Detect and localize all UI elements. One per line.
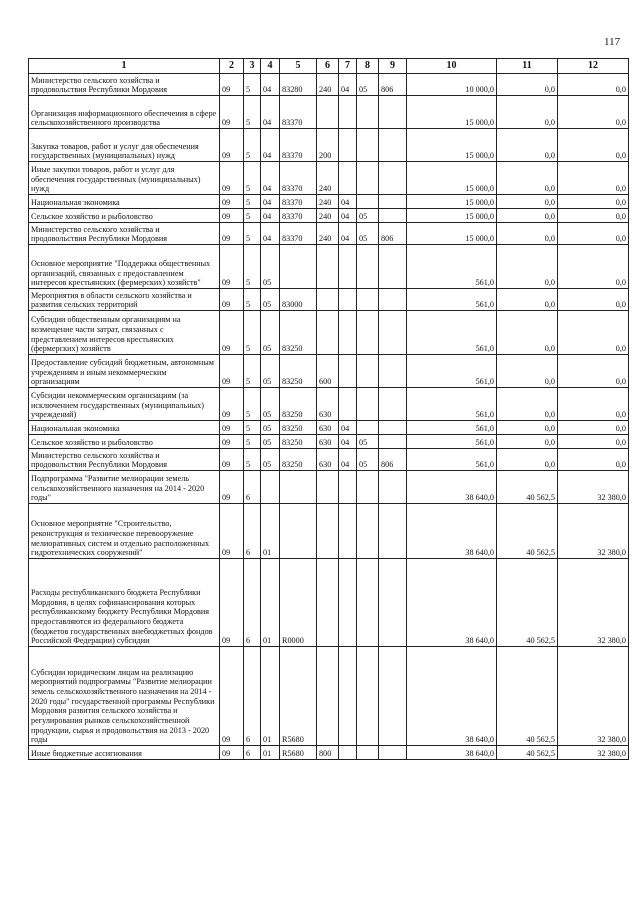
amount-2021: 0,0 xyxy=(558,311,629,355)
code-ministry xyxy=(379,421,407,435)
code-gp: 09 xyxy=(220,504,244,559)
amount-2021: 32 380,0 xyxy=(558,559,629,647)
amount-2019: 15 000,0 xyxy=(407,195,497,209)
code-section xyxy=(339,746,357,760)
code-event: 04 xyxy=(261,129,280,162)
code-gp: 09 xyxy=(220,162,244,195)
code-ministry xyxy=(379,195,407,209)
column-header: 9 xyxy=(379,59,407,74)
amount-2020: 0,0 xyxy=(497,355,558,388)
code-section xyxy=(339,504,357,559)
code-expense-type xyxy=(317,245,339,289)
code-ministry xyxy=(379,355,407,388)
code-expense-type: 240 xyxy=(317,162,339,195)
table-row xyxy=(29,421,629,435)
amount-2019: 561,0 xyxy=(407,245,497,289)
code-subsection xyxy=(357,421,379,435)
amount-2021: 0,0 xyxy=(558,162,629,195)
code-event: 04 xyxy=(261,209,280,223)
table-body xyxy=(29,74,629,760)
code-section xyxy=(339,471,357,504)
page-number: 117 xyxy=(604,36,621,48)
code-ministry xyxy=(379,388,407,421)
code-ministry xyxy=(379,245,407,289)
code-subprogram: 6 xyxy=(244,647,261,746)
table-row xyxy=(29,647,629,746)
code-subprogram: 5 xyxy=(244,245,261,289)
row-name: Основное мероприятие "Строительство, реконструкция и техническое перевооружение мелиоративных систем и отдельно расположенных гидротехнических сооружений" xyxy=(29,504,220,559)
amount-2020: 40 562,5 xyxy=(497,746,558,760)
code-subsection xyxy=(357,559,379,647)
row-name: Министерство сельского хозяйства и продовольствия Республики Мордовия xyxy=(29,74,220,96)
code-section xyxy=(339,245,357,289)
amount-2021: 0,0 xyxy=(558,388,629,421)
code-subprogram: 6 xyxy=(244,471,261,504)
code-ministry: 806 xyxy=(379,223,407,245)
row-name: Закупка товаров, работ и услуг для обеспечения государственных (муниципальных) нужд xyxy=(29,129,220,162)
column-header: 5 xyxy=(280,59,317,74)
code-subprogram: 5 xyxy=(244,74,261,96)
code-expense-type: 630 xyxy=(317,388,339,421)
column-header: 10 xyxy=(407,59,497,74)
amount-2019: 561,0 xyxy=(407,435,497,449)
table-row xyxy=(29,223,629,245)
code-gp: 09 xyxy=(220,289,244,311)
code-subsection: 05 xyxy=(357,209,379,223)
amount-2020: 0,0 xyxy=(497,245,558,289)
code-gp: 09 xyxy=(220,245,244,289)
amount-2021: 0,0 xyxy=(558,209,629,223)
table-row xyxy=(29,388,629,421)
code-gp: 09 xyxy=(220,388,244,421)
code-event xyxy=(261,471,280,504)
code-event: 05 xyxy=(261,245,280,289)
code-gp: 09 xyxy=(220,96,244,129)
code-expense-type: 630 xyxy=(317,435,339,449)
column-header: 3 xyxy=(244,59,261,74)
code-expense-type: 200 xyxy=(317,129,339,162)
code-direction: R0000 xyxy=(280,559,317,647)
code-direction: 83370 xyxy=(280,96,317,129)
code-section xyxy=(339,355,357,388)
code-subsection xyxy=(357,311,379,355)
code-gp: 09 xyxy=(220,647,244,746)
code-expense-type: 800 xyxy=(317,746,339,760)
table-row xyxy=(29,209,629,223)
code-subsection xyxy=(357,388,379,421)
code-ministry: 806 xyxy=(379,74,407,96)
amount-2020: 0,0 xyxy=(497,195,558,209)
code-section xyxy=(339,289,357,311)
table-row xyxy=(29,504,629,559)
table-row xyxy=(29,245,629,289)
amount-2019: 38 640,0 xyxy=(407,559,497,647)
code-ministry xyxy=(379,504,407,559)
code-subsection xyxy=(357,355,379,388)
code-gp: 09 xyxy=(220,746,244,760)
row-name: Сельское хозяйство и рыболовство xyxy=(29,435,220,449)
table-row xyxy=(29,355,629,388)
amount-2019: 10 000,0 xyxy=(407,74,497,96)
code-event: 01 xyxy=(261,504,280,559)
code-subprogram: 5 xyxy=(244,449,261,471)
code-subprogram: 5 xyxy=(244,421,261,435)
code-gp: 09 xyxy=(220,421,244,435)
code-ministry xyxy=(379,162,407,195)
code-subsection: 05 xyxy=(357,449,379,471)
table-row xyxy=(29,746,629,760)
code-ministry: 806 xyxy=(379,449,407,471)
code-subprogram: 5 xyxy=(244,209,261,223)
code-direction: 83370 xyxy=(280,223,317,245)
amount-2019: 15 000,0 xyxy=(407,223,497,245)
column-header: 8 xyxy=(357,59,379,74)
code-event: 05 xyxy=(261,435,280,449)
amount-2020: 0,0 xyxy=(497,223,558,245)
code-event: 05 xyxy=(261,355,280,388)
code-section: 04 xyxy=(339,74,357,96)
code-direction: 83370 xyxy=(280,129,317,162)
code-event: 04 xyxy=(261,162,280,195)
code-direction: 83370 xyxy=(280,195,317,209)
code-gp: 09 xyxy=(220,435,244,449)
amount-2019: 15 000,0 xyxy=(407,96,497,129)
amount-2020: 0,0 xyxy=(497,388,558,421)
code-direction: 83250 xyxy=(280,355,317,388)
code-subsection xyxy=(357,162,379,195)
code-ministry xyxy=(379,96,407,129)
column-header: 7 xyxy=(339,59,357,74)
amount-2019: 561,0 xyxy=(407,355,497,388)
code-subprogram: 6 xyxy=(244,559,261,647)
code-section: 04 xyxy=(339,209,357,223)
code-direction: R5680 xyxy=(280,746,317,760)
header-row xyxy=(29,59,629,74)
column-header: 1 xyxy=(29,59,220,74)
amount-2020: 40 562,5 xyxy=(497,647,558,746)
table-row xyxy=(29,435,629,449)
code-expense-type xyxy=(317,289,339,311)
code-subprogram: 5 xyxy=(244,162,261,195)
code-subprogram: 5 xyxy=(244,223,261,245)
amount-2021: 0,0 xyxy=(558,96,629,129)
code-gp: 09 xyxy=(220,471,244,504)
code-section xyxy=(339,96,357,129)
code-expense-type xyxy=(317,96,339,129)
row-name: Субсидии юридическим лицам на реализацию мероприятий подпрограммы "Развитие мелиорации земель сельскохозяйственного назначения на 2014 - 2020 годы" государственной программы Республики Мордовия развития сельского хозяйства и регулирования рынков сельскохозяйственной продукции, сырья и продовольствия на 2013 - 2020 годы xyxy=(29,647,220,746)
code-ministry xyxy=(379,647,407,746)
code-direction xyxy=(280,471,317,504)
code-expense-type xyxy=(317,647,339,746)
column-header: 12 xyxy=(558,59,629,74)
code-expense-type xyxy=(317,311,339,355)
code-ministry xyxy=(379,435,407,449)
code-subsection: 05 xyxy=(357,435,379,449)
amount-2021: 32 380,0 xyxy=(558,647,629,746)
amount-2021: 0,0 xyxy=(558,421,629,435)
code-event: 05 xyxy=(261,388,280,421)
amount-2020: 0,0 xyxy=(497,129,558,162)
code-subsection xyxy=(357,289,379,311)
column-header: 2 xyxy=(220,59,244,74)
table-row xyxy=(29,195,629,209)
code-section xyxy=(339,388,357,421)
code-direction: 83000 xyxy=(280,289,317,311)
code-section xyxy=(339,559,357,647)
code-event: 05 xyxy=(261,311,280,355)
code-section xyxy=(339,129,357,162)
table-row xyxy=(29,96,629,129)
row-name: Иные закупки товаров, работ и услуг для обеспечения государственных (муниципальных) нужд xyxy=(29,162,220,195)
table-row xyxy=(29,162,629,195)
code-section xyxy=(339,311,357,355)
row-name: Министерство сельского хозяйства и продовольствия Республики Мордовия xyxy=(29,223,220,245)
code-event: 04 xyxy=(261,223,280,245)
row-name: Национальная экономика xyxy=(29,421,220,435)
amount-2019: 38 640,0 xyxy=(407,504,497,559)
code-gp: 09 xyxy=(220,195,244,209)
amount-2020: 0,0 xyxy=(497,96,558,129)
code-direction: 83370 xyxy=(280,162,317,195)
code-ministry xyxy=(379,129,407,162)
table-row xyxy=(29,311,629,355)
code-event: 05 xyxy=(261,449,280,471)
amount-2019: 561,0 xyxy=(407,449,497,471)
code-gp: 09 xyxy=(220,449,244,471)
amount-2020: 0,0 xyxy=(497,289,558,311)
code-direction: R5680 xyxy=(280,647,317,746)
code-subprogram: 5 xyxy=(244,195,261,209)
column-header: 4 xyxy=(261,59,280,74)
row-name: Иные бюджетные ассигнования xyxy=(29,746,220,760)
code-subprogram: 5 xyxy=(244,96,261,129)
code-expense-type: 240 xyxy=(317,74,339,96)
code-event: 01 xyxy=(261,647,280,746)
code-direction xyxy=(280,245,317,289)
code-event: 01 xyxy=(261,746,280,760)
code-ministry xyxy=(379,559,407,647)
code-subprogram: 5 xyxy=(244,355,261,388)
amount-2021: 0,0 xyxy=(558,129,629,162)
code-expense-type xyxy=(317,559,339,647)
code-gp: 09 xyxy=(220,311,244,355)
code-ministry xyxy=(379,311,407,355)
row-name: Сельское хозяйство и рыболовство xyxy=(29,209,220,223)
amount-2021: 32 380,0 xyxy=(558,471,629,504)
table-row xyxy=(29,289,629,311)
row-name: Субсидии общественным организациям на возмещение части затрат, связанных с представлением интересов крестьянских (фермерских) хозяйств xyxy=(29,311,220,355)
code-subsection xyxy=(357,245,379,289)
code-subsection xyxy=(357,746,379,760)
code-subprogram: 5 xyxy=(244,388,261,421)
row-name: Национальная экономика xyxy=(29,195,220,209)
row-name: Мероприятия в области сельского хозяйства и развития сельских территорий xyxy=(29,289,220,311)
amount-2020: 40 562,5 xyxy=(497,471,558,504)
code-section xyxy=(339,162,357,195)
code-section: 04 xyxy=(339,421,357,435)
row-name: Субсидии некоммерческим организациям (за исключением государственных (муниципальных) учреждений) xyxy=(29,388,220,421)
amount-2020: 40 562,5 xyxy=(497,504,558,559)
code-subsection xyxy=(357,129,379,162)
amount-2021: 0,0 xyxy=(558,74,629,96)
code-direction: 83250 xyxy=(280,435,317,449)
code-subprogram: 6 xyxy=(244,746,261,760)
code-section xyxy=(339,647,357,746)
amount-2021: 0,0 xyxy=(558,195,629,209)
code-ministry xyxy=(379,209,407,223)
row-name: Организация информационного обеспечения в сфере сельскохозяйственного производства xyxy=(29,96,220,129)
code-expense-type xyxy=(317,471,339,504)
code-subprogram: 5 xyxy=(244,289,261,311)
code-subsection xyxy=(357,504,379,559)
table-row xyxy=(29,74,629,96)
code-expense-type xyxy=(317,504,339,559)
row-name: Предоставление субсидий бюджетным, автономным учреждениям и иным некоммерческим организациям xyxy=(29,355,220,388)
code-direction: 83370 xyxy=(280,209,317,223)
code-ministry xyxy=(379,746,407,760)
code-gp: 09 xyxy=(220,559,244,647)
code-gp: 09 xyxy=(220,129,244,162)
amount-2021: 0,0 xyxy=(558,435,629,449)
amount-2020: 0,0 xyxy=(497,435,558,449)
code-direction: 83250 xyxy=(280,421,317,435)
code-subprogram: 5 xyxy=(244,311,261,355)
code-gp: 09 xyxy=(220,209,244,223)
amount-2019: 561,0 xyxy=(407,311,497,355)
code-gp: 09 xyxy=(220,223,244,245)
amount-2021: 32 380,0 xyxy=(558,746,629,760)
row-name: Подпрограмма "Развитие мелиорации земель сельскохозяйственного назначения на 2014 - 2020 годы" xyxy=(29,471,220,504)
code-expense-type: 600 xyxy=(317,355,339,388)
code-section: 04 xyxy=(339,449,357,471)
amount-2019: 15 000,0 xyxy=(407,162,497,195)
amount-2020: 0,0 xyxy=(497,421,558,435)
code-expense-type: 240 xyxy=(317,223,339,245)
code-subprogram: 6 xyxy=(244,504,261,559)
code-section: 04 xyxy=(339,435,357,449)
code-event: 05 xyxy=(261,289,280,311)
code-gp: 09 xyxy=(220,74,244,96)
code-direction xyxy=(280,504,317,559)
code-subsection xyxy=(357,647,379,746)
amount-2021: 0,0 xyxy=(558,245,629,289)
code-section: 04 xyxy=(339,223,357,245)
code-subsection xyxy=(357,471,379,504)
code-direction: 83250 xyxy=(280,449,317,471)
amount-2021: 0,0 xyxy=(558,449,629,471)
amount-2020: 0,0 xyxy=(497,162,558,195)
amount-2020: 0,0 xyxy=(497,449,558,471)
amount-2019: 561,0 xyxy=(407,388,497,421)
code-direction: 83280 xyxy=(280,74,317,96)
amount-2019: 38 640,0 xyxy=(407,746,497,760)
table-row xyxy=(29,449,629,471)
code-expense-type: 240 xyxy=(317,195,339,209)
amount-2021: 32 380,0 xyxy=(558,504,629,559)
code-subsection: 05 xyxy=(357,74,379,96)
row-name: Расходы республиканского бюджета Республики Мордовия, в целях софинансирования которых республиканскому бюджету Республики Мордовия предоставляются из федерального бюджета (бюджетов государственных внебюджетных фондов Российской Федерации) субсидии xyxy=(29,559,220,647)
amount-2020: 40 562,5 xyxy=(497,559,558,647)
code-subsection xyxy=(357,96,379,129)
amount-2021: 0,0 xyxy=(558,355,629,388)
amount-2019: 15 000,0 xyxy=(407,209,497,223)
code-expense-type: 240 xyxy=(317,209,339,223)
code-section: 04 xyxy=(339,195,357,209)
column-header: 11 xyxy=(497,59,558,74)
code-event: 01 xyxy=(261,559,280,647)
code-event: 04 xyxy=(261,195,280,209)
code-expense-type: 630 xyxy=(317,421,339,435)
code-ministry xyxy=(379,471,407,504)
code-expense-type: 630 xyxy=(317,449,339,471)
table-row xyxy=(29,471,629,504)
table-row xyxy=(29,129,629,162)
code-subsection: 05 xyxy=(357,223,379,245)
code-event: 04 xyxy=(261,74,280,96)
column-header: 6 xyxy=(317,59,339,74)
code-gp: 09 xyxy=(220,355,244,388)
code-event: 05 xyxy=(261,421,280,435)
amount-2020: 0,0 xyxy=(497,209,558,223)
amount-2020: 0,0 xyxy=(497,74,558,96)
amount-2021: 0,0 xyxy=(558,289,629,311)
code-subsection xyxy=(357,195,379,209)
amount-2019: 38 640,0 xyxy=(407,471,497,504)
code-event: 04 xyxy=(261,96,280,129)
table-row xyxy=(29,559,629,647)
amount-2020: 0,0 xyxy=(497,311,558,355)
amount-2021: 0,0 xyxy=(558,223,629,245)
row-name: Основное мероприятие "Поддержка общественных организаций, связанных с предоставлением интересов крестьянских (фермерских) хозяйств" xyxy=(29,245,220,289)
row-name: Министерство сельского хозяйства и продовольствия Республики Мордовия xyxy=(29,449,220,471)
amount-2019: 38 640,0 xyxy=(407,647,497,746)
amount-2019: 15 000,0 xyxy=(407,129,497,162)
amount-2019: 561,0 xyxy=(407,289,497,311)
code-subprogram: 5 xyxy=(244,435,261,449)
code-direction: 83250 xyxy=(280,311,317,355)
code-subprogram: 5 xyxy=(244,129,261,162)
code-direction: 83250 xyxy=(280,388,317,421)
code-ministry xyxy=(379,289,407,311)
amount-2019: 561,0 xyxy=(407,421,497,435)
budget-table xyxy=(28,58,629,760)
